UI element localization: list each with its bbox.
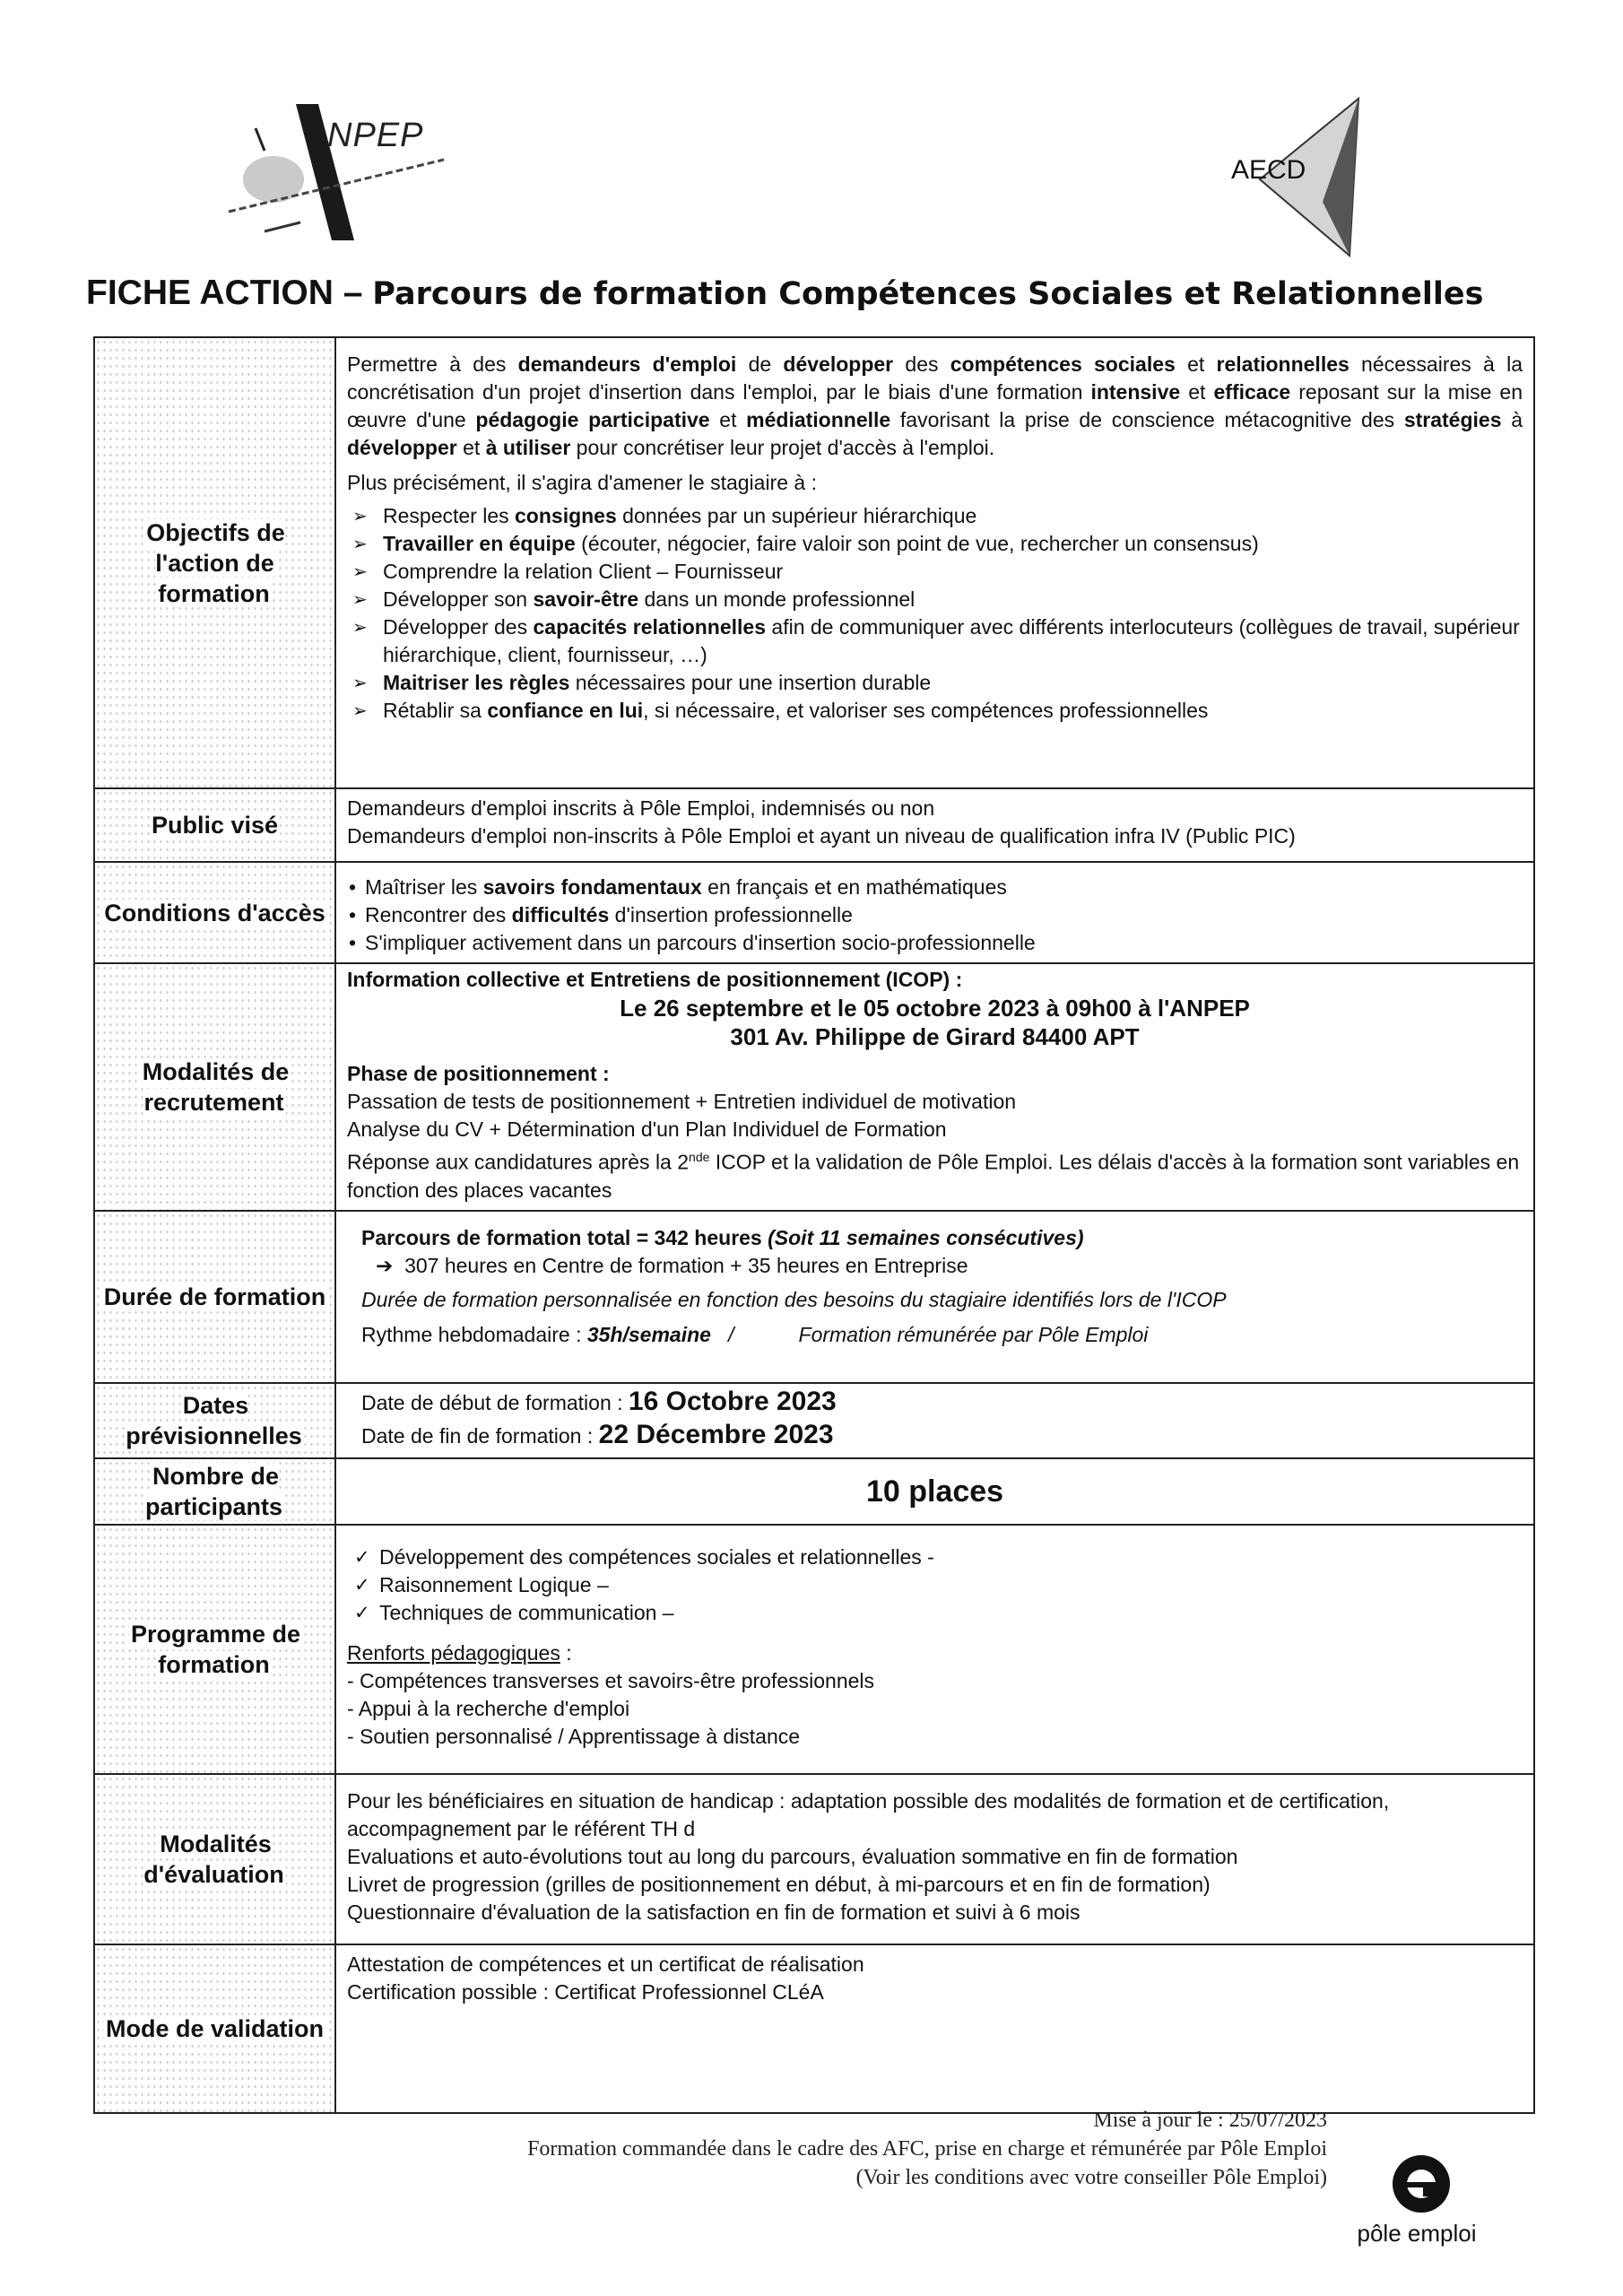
- renforts-title: Renforts pédagogiques :: [347, 1640, 572, 1665]
- label-evaluation: Modalités d'évaluation: [94, 1774, 335, 1944]
- label-duree: Durée de formation: [94, 1211, 335, 1383]
- page-title: [86, 274, 1483, 313]
- duree-perso: Durée de formation personnalisée en fonction des besoins du stagiaire identifiés lors de l'ICOP: [361, 1287, 1227, 1311]
- label-recrutement: Modalités de recrutement: [94, 963, 335, 1211]
- action-sheet-table: [93, 336, 1535, 2114]
- list-item: ➢ Respecter les consignes données par un supérieur hiérarchique: [347, 502, 1523, 530]
- content-objectifs: [335, 337, 1534, 788]
- footer-update-date: Mise à jour le : 25/07/2023: [1093, 2109, 1327, 2132]
- row-validation: [94, 1944, 1534, 2113]
- aecd-logo: [1215, 94, 1367, 265]
- public-line: Demandeurs d'emploi inscrits à Pôle Emploi, indemnisés ou non: [347, 796, 935, 820]
- content-public: [335, 788, 1534, 862]
- content-evaluation: [335, 1774, 1534, 1944]
- recrutement-session-address: 301 Av. Philippe de Girard 84400 APT: [730, 1023, 1140, 1050]
- anpep-logo-text: NPEP: [327, 117, 424, 154]
- evaluation-line: Questionnaire d'évaluation de la satisfaction en fin de formation et suivi à 6 mois: [347, 1900, 1081, 1924]
- label-public: Public visé: [94, 788, 335, 862]
- list-item: ✓ Raisonnement Logique –: [347, 1571, 1523, 1599]
- content-dates: [335, 1383, 1534, 1458]
- objectifs-list: [347, 502, 1523, 725]
- validation-line: Certification possible : Certificat Professionnel CLéA: [347, 1979, 824, 2004]
- dates-end: Date de fin de formation : 22 Décembre 2023: [361, 1419, 834, 1449]
- footer-note: [341, 2106, 1327, 2192]
- arrow-icon: ➔: [376, 1254, 394, 1278]
- recrutement-session-date: Le 26 septembre et le 05 octobre 2023 à 09h00 à l'ANPEP: [620, 995, 1250, 1022]
- label-validation: Mode de validation: [94, 1944, 335, 2113]
- label-dates: Dates prévisionnelles: [94, 1383, 335, 1458]
- recrutement-phase-line: Analyse du CV + Détermination d'un Plan Individuel de Formation: [347, 1118, 947, 1141]
- row-conditions: [94, 862, 1534, 963]
- validation-line: Attestation de compétences et un certificat de réalisation: [347, 1952, 864, 1976]
- renforts-item: - Soutien personnalisé / Apprentissage à distance: [347, 1724, 801, 1748]
- list-item: ➢ Rétablir sa confiance en lui, si nécessaire, et valoriser ses compétences professionnelles: [347, 697, 1523, 725]
- content-duree: [335, 1211, 1534, 1383]
- renforts-item: - Compétences transverses et savoirs-être professionnels: [347, 1668, 875, 1692]
- label-conditions: Conditions d'accès: [94, 862, 335, 963]
- row-dates: [94, 1383, 1534, 1458]
- anpep-logo: [211, 97, 480, 249]
- evaluation-line: Pour les bénéficiaires en situation de handicap : adaptation possible des modalités de formation et de certification, accompagnement par le référent TH d: [347, 1788, 1390, 1840]
- footer-conditions: (Voir les conditions avec votre conseiller Pôle Emploi): [855, 2166, 1327, 2189]
- list-item: ✓ Développement des compétences sociales et relationnelles -: [347, 1544, 1523, 1571]
- list-item: • Maîtriser les savoirs fondamentaux en français et en mathématiques: [347, 874, 1523, 901]
- recrutement-response: Réponse aux candidatures après la 2nde ICOP et la validation de Pôle Emploi. Les délais d'accès à la formation sont variables en fonction des places vacantes: [347, 1150, 1520, 1202]
- list-item: ➢ Maitriser les règles nécessaires pour une insertion durable: [347, 669, 1523, 697]
- duree-hours: ➔ 307 heures en Centre de formation + 35 heures en Entreprise: [376, 1253, 968, 1278]
- programme-list: [347, 1544, 1523, 1627]
- row-objectifs: [94, 337, 1534, 788]
- list-item: ➢ Travailler en équipe (écouter, négocier, faire valoir son point de vue, rechercher un consensus): [347, 530, 1523, 558]
- objectifs-intro: Permettre à des demandeurs d'emploi de développer des compétences sociales et relationnelles nécessaires à la concrétisation d'un projet d'insertion dans l'emploi, par le biais d'une formation intensive et efficace reposant sur la mise en œuvre d'une pédagogie participative et médiationnelle favorisant la prise de conscience métacognitive des stratégies à développer et à utiliser pour concrétiser leur projet d'accès à l'emploi.: [347, 352, 1523, 459]
- aecd-logo-text: AECD: [1231, 155, 1306, 185]
- label-programme: Programme de formation: [94, 1525, 335, 1774]
- content-participants: [335, 1458, 1534, 1525]
- list-item: • S'impliquer activement dans un parcours d'insertion socio-professionnelle: [347, 929, 1523, 957]
- recrutement-phase-line: Passation de tests de positionnement + Entretien individuel de motivation: [347, 1090, 1017, 1113]
- content-conditions: [335, 862, 1534, 963]
- list-item: ➢ Développer son savoir-être dans un monde professionnel: [347, 586, 1523, 613]
- duree-rythme: Rythme hebdomadaire : 35h/semaine / Formation rémunérée par Pôle Emploi: [361, 1322, 1149, 1346]
- content-programme: [335, 1525, 1534, 1774]
- participants-value: 10 places: [865, 1474, 1004, 1509]
- list-item: • Rencontrer des difficultés d'insertion professionnelle: [347, 901, 1523, 929]
- list-item: ➢ Développer des capacités relationnelles afin de communiquer avec différents interlocuteurs (collègues de travail, supérieur hiérarchique, client, fournisseur, …): [347, 613, 1523, 669]
- list-item: ➢ Comprendre la relation Client – Fournisseur: [347, 558, 1523, 586]
- pole-emploi-logo-icon: [1350, 2148, 1484, 2220]
- pole-emploi-logo-text: pôle emploi: [1357, 2220, 1477, 2247]
- content-validation: [335, 1944, 1534, 2113]
- list-item: ✓ Techniques de communication –: [347, 1599, 1523, 1627]
- row-duree: [94, 1211, 1534, 1383]
- title-part-1: FICHE ACTION –: [86, 274, 373, 312]
- row-evaluation: [94, 1774, 1534, 1944]
- label-participants: Nombre de participants: [94, 1458, 335, 1525]
- dates-start: Date de début de formation : 16 Octobre 2023: [361, 1386, 837, 1416]
- recrutement-info-title: Information collective et Entretiens de positionnement (ICOP) :: [347, 968, 963, 991]
- renforts-item: - Appui à la recherche d'emploi: [347, 1696, 630, 1720]
- label-objectifs: Objectifs de l'action de formation: [94, 337, 335, 788]
- recrutement-phase-title: Phase de positionnement :: [347, 1062, 610, 1085]
- pole-emploi-logo: [1350, 2148, 1484, 2265]
- public-line: Demandeurs d'emploi non-inscrits à Pôle Emploi et ayant un niveau de qualification infra IV (Public PIC): [347, 824, 1296, 848]
- conditions-list: [347, 874, 1523, 957]
- row-participants: [94, 1458, 1534, 1525]
- footer-funding: Formation commandée dans le cadre des AFC, prise en charge et rémunérée par Pôle Emploi: [527, 2137, 1327, 2161]
- row-programme: [94, 1525, 1534, 1774]
- title-part-2: Parcours de formation Compétences Sociales et Relationnelles: [372, 276, 1484, 312]
- evaluation-line: Evaluations et auto-évolutions tout au long du parcours, évaluation sommative en fin de formation: [347, 1844, 1238, 1868]
- row-public: [94, 788, 1534, 862]
- objectifs-precisely: Plus précisément, il s'agira d'amener le stagiaire à :: [347, 471, 817, 494]
- content-recrutement: [335, 963, 1534, 1211]
- evaluation-line: Livret de progression (grilles de positionnement en début, à mi-parcours et en fin de formation): [347, 1872, 1211, 1896]
- duree-total: Parcours de formation total = 342 heures (Soit 11 semaines consécutives): [361, 1225, 1084, 1249]
- row-recrutement: [94, 963, 1534, 1211]
